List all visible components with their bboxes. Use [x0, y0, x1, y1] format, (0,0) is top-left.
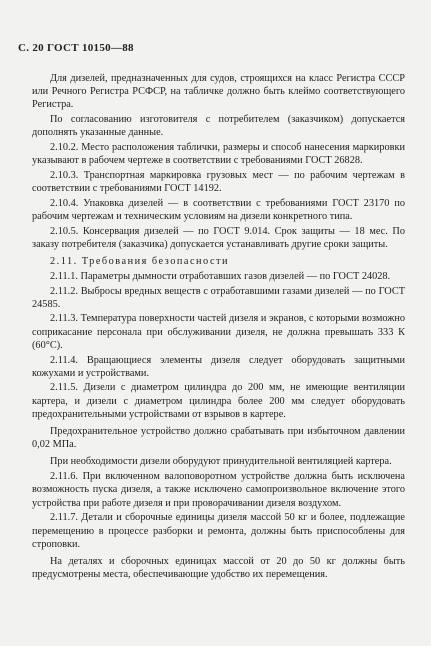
paragraph: 2.10.3. Транспортная маркировка грузовых мест — по рабочим чертежам в соответствии с требованиями ГОСТ 14192. [32, 169, 405, 195]
document-body [32, 72, 405, 583]
paragraph: 2.10.2. Место расположения таблички, размеры и способ нанесения маркировки указывают в рабочем чертеже в соответствии с требованиями ГОСТ 26828. [32, 142, 405, 167]
page-header: С. 20 ГОСТ 10150—88 [18, 42, 134, 54]
paragraph: На деталях и сборочных единицах массой от 20 до 50 кг должны быть предусмотрены места, обеспечивающие удобство их перемещения. [32, 555, 405, 581]
paragraph: 2.11.6. При включенном валоповоротном устройстве должна быть исключена возможность пуска дизеля, а также исключено самопроизвольное включение этого устройства при работе дизеля и при проворачивании дизеля воздухом. [32, 471, 405, 509]
paragraph: При необходимости дизели оборудуют принудительной вентиляцией картера. [50, 456, 392, 468]
paragraph: 2.11.5. Дизели с диаметром цилиндра до 200 мм, не имеющие вентиляции картера, и дизели с диаметром цилиндра более 200 мм следует оборудовать предохранительными устройствами от взрывов в картере. [32, 382, 405, 420]
section-heading: 2.11. Требования безопасности [50, 256, 230, 268]
paragraph: По согласованию изготовителя с потребителем (заказчиком) допускается дополнять указанные данные. [32, 114, 405, 139]
paragraph: Предохранительное устройство должно срабатывать при избыточном давлении 0,02 МПа. [32, 426, 405, 451]
paragraph: 2.11.1. Параметры дымности отработавших газов дизелей — по ГОСТ 24028. [50, 270, 391, 282]
paragraph: 2.11.4. Вращающиеся элементы дизеля следует оборудовать защитными кожухами и устройствами. [32, 354, 405, 379]
paragraph: 2.10.5. Консервация дизелей — по ГОСТ 9.014. Срок защиты — 18 мес. По заказу потребителя (заказчика) допускается устанавливать другие сроки защиты. [32, 225, 405, 250]
paragraph: 2.11.7. Детали и сборочные единицы дизеля массой 50 кг и более, подлежащие перемещению в процессе разборки и ремонта, должны быть приспособлены для строповки. [32, 512, 405, 550]
paragraph: 2.10.4. Упаковка дизелей — в соответствии с требованиями ГОСТ 23170 по рабочим чертежам и техническим условиям на дизели конкретного типа. [32, 197, 405, 223]
paragraph: Для дизелей, предназначенных для судов, строящихся на класс Регистра СССР или Речного Регистра РСФСР, на табличке должно быть клеймо соответствующего Регистра. [32, 73, 405, 111]
paragraph: 2.11.3. Температура поверхности частей дизеля и экранов, с которыми возможно соприкасание персонала при обслуживании дизеля, не должна превышать 333 К (60°С). [32, 313, 405, 351]
paragraph: 2.11.2. Выбросы вредных веществ с отработавшими газами дизелей — по ГОСТ 24585. [32, 285, 405, 310]
